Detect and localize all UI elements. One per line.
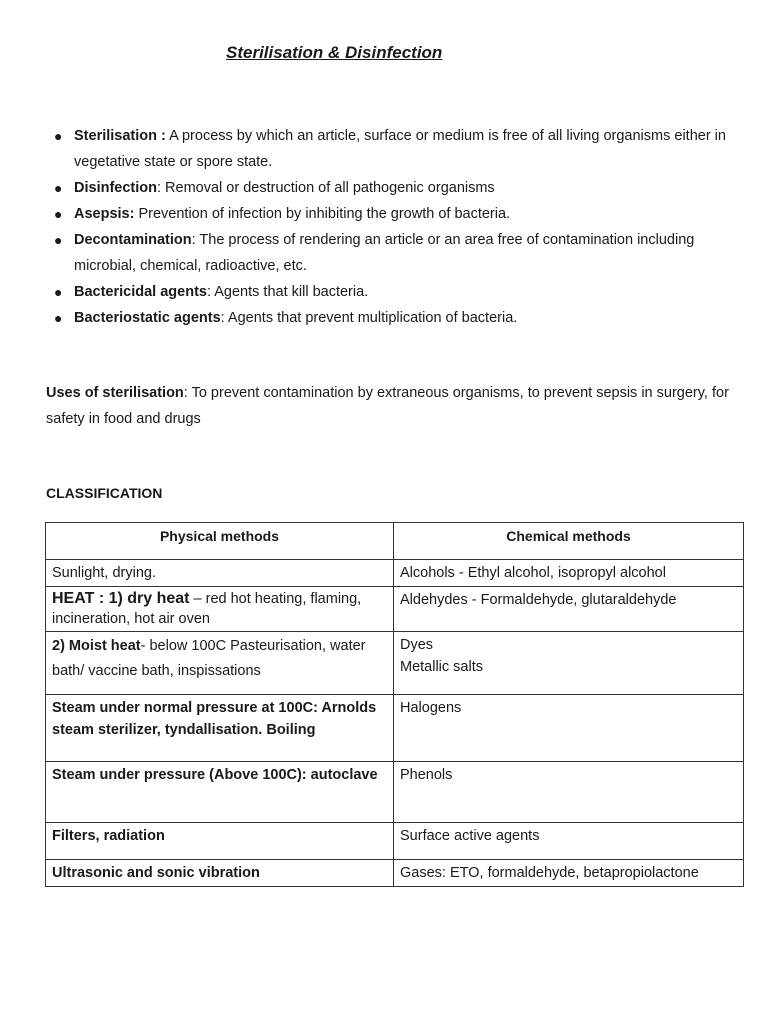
table-row <box>46 860 744 887</box>
bullet-icon: ● <box>54 310 63 326</box>
cell-text: Alcohols - Ethyl alcohol, isopropyl alcohol <box>400 565 666 581</box>
physical-cell <box>46 632 394 695</box>
cell-bold-text: 2) Moist heat <box>52 638 141 654</box>
chemical-cell <box>394 860 744 887</box>
chemical-cell <box>394 762 744 823</box>
chemical-cell <box>394 695 744 762</box>
definition-text: : Removal or destruction of all pathogenic organisms <box>156 180 495 196</box>
definition-text: : Agents that kill bacteria. <box>206 284 369 300</box>
table-row <box>46 762 744 823</box>
table-row <box>46 587 744 632</box>
cell-text: – red hot heating, flaming, incineration, hot air oven <box>52 591 362 627</box>
physical-cell <box>46 560 394 587</box>
classification-heading: CLASSIFICATION <box>46 485 163 501</box>
cell-bold-text: HEAT : 1) dry heat <box>52 590 190 607</box>
definition-text: Prevention of infection by inhibiting the growth of bacteria. <box>134 206 511 222</box>
cell-bold-text: Steam under pressure (Above 100C): autoclave <box>52 767 378 783</box>
table-row <box>46 632 744 695</box>
cell-text: Gases: ETO, formaldehyde, betapropiolactone <box>400 865 699 881</box>
uses-term: Uses of sterilisation <box>46 385 184 401</box>
definition-term: Bacteriostatic agents <box>74 310 221 326</box>
definition-term: Decontamination <box>74 232 192 248</box>
physical-cell <box>46 860 394 887</box>
table-row <box>46 695 744 762</box>
table-header-row <box>46 523 744 560</box>
column-header-physical: Physical methods <box>46 523 394 560</box>
cell-text: - below 100C Pasteurisation, water bath/ vaccine bath, inspissations <box>52 638 366 679</box>
cell-bold-text: Filters, radiation <box>52 828 165 844</box>
cell-text: Halogens <box>400 700 462 716</box>
bullet-icon: ● <box>54 180 63 196</box>
list-item <box>46 201 726 227</box>
bullet-icon: ● <box>54 284 63 300</box>
physical-cell <box>46 587 394 632</box>
list-item <box>46 279 726 305</box>
physical-cell <box>46 823 394 860</box>
cell-bold-text: Ultrasonic and sonic vibration <box>52 865 260 881</box>
list-item <box>46 175 726 201</box>
cell-bold-text: Steam under normal pressure at 100C: Arnolds steam sterilizer, tyndallisation. Boiling <box>52 700 377 738</box>
bullet-icon: ● <box>54 206 63 222</box>
cell-text: Aldehydes - Formaldehyde, glutaraldehyde <box>400 592 677 608</box>
chemical-cell <box>394 823 744 860</box>
cell-text: Sunlight, drying. <box>52 565 156 581</box>
table-row <box>46 560 744 587</box>
definition-term: Asepsis: <box>74 206 135 222</box>
definition-text: : Agents that prevent multiplication of bacteria. <box>220 310 518 326</box>
list-item <box>46 123 726 175</box>
chemical-cell <box>394 560 744 587</box>
methods-table <box>45 522 744 887</box>
definition-term: Bactericidal agents <box>74 284 207 300</box>
table-row <box>46 823 744 860</box>
physical-cell <box>46 762 394 823</box>
list-item <box>46 305 726 331</box>
bullet-icon: ● <box>54 232 63 248</box>
chemical-cell <box>394 632 744 695</box>
definition-term: Disinfection <box>74 180 157 196</box>
cell-text: Phenols <box>400 767 453 783</box>
definition-text: A process by which an article, surface or medium is free of all living organisms either in vegetative state or spore state. <box>74 128 726 170</box>
list-item <box>46 227 726 279</box>
chemical-cell <box>394 587 744 632</box>
definitions-list <box>46 123 726 331</box>
definition-term: Sterilisation : <box>74 128 166 144</box>
physical-cell <box>46 695 394 762</box>
uses-paragraph <box>46 380 736 432</box>
uses-text: : To prevent contamination by extraneous organisms, to prevent sepsis in surgery, for safety in food and drugs <box>46 385 729 427</box>
bullet-icon: ● <box>54 128 63 144</box>
cell-text: Surface active agents <box>400 828 540 844</box>
definition-text: : The process of rendering an article or an area free of contamination including microbial, chemical, radioactive, etc. <box>74 232 695 274</box>
cell-text: Metallic salts <box>400 659 483 675</box>
cell-text: Dyes <box>400 637 434 653</box>
page-title: Sterilisation & Disinfection <box>226 43 443 62</box>
column-header-chemical: Chemical methods <box>394 523 744 560</box>
